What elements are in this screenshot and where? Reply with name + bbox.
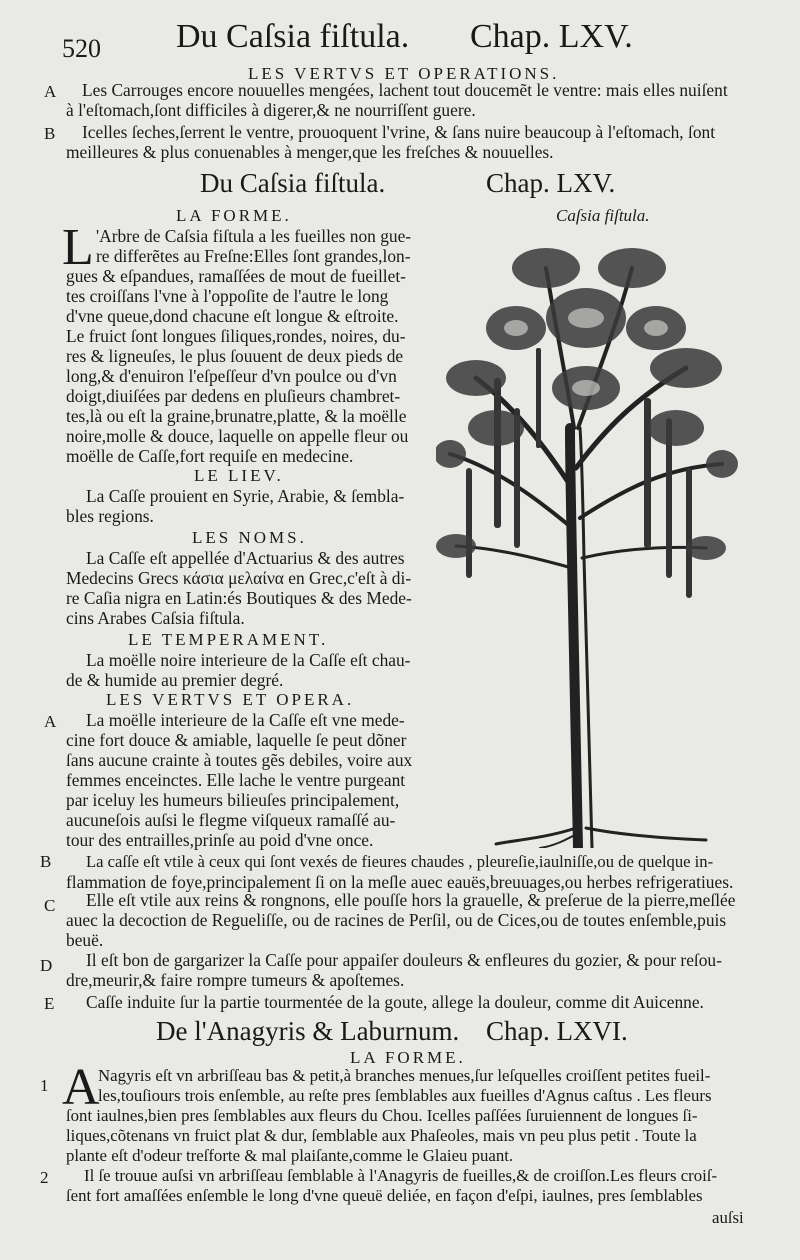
text-line: Les Carrouges encore nouuelles mengées, lachent tout doucemẽt le ventre: mais elles nuiſent [82,80,728,100]
text-line: tes,là ou eſt la graine,brunatre,platte, & la moëlle [66,406,407,426]
text-line: res & ligneuſes, le plus ſouuent de deux pieds de [66,346,404,366]
text-line: La Caſſe prouient en Syrie, Arabie, & ſembla- [86,486,405,506]
text-line: La Caſſe eſt appellée d'Actuarius & des autres [86,548,405,568]
text-line: re differẽtes au Freſne:Elles ſont grandes,lon- [96,246,411,266]
text-line: meilleures & plus conuenables à menger,que les freſches & nouuelles. [66,142,554,162]
drop-cap-l: L [62,219,94,276]
text-line: La caſſe eſt vtile à ceux qui ſont vexés de fieures chaudes , pleureſie,iaulniſſe,ou de quelque in- [86,852,714,871]
text-line: doigt,diuiſées par dedens en pluſieurs chambret- [66,386,401,406]
text-line: cins Arabes Caſsia fiſtula. [66,608,245,628]
section-heading-vertus-2: LES VERTVS ET OPERA. [106,690,355,709]
catchword: auſsi [712,1208,744,1227]
section-heading-forme: LA FORME. [176,206,292,225]
section-heading-lieu: LE LIEV. [194,466,284,485]
text-line: flammation de foye,principalement ſi on la meſle auec eauës,breuuages,ou herbes refrigeratiues. [66,872,734,892]
figure-caption: Caſsia fiſtula. [556,206,650,225]
text-line: beuë. [66,930,104,950]
paragraph-number-1: 1 [40,1076,49,1095]
text-line: Icelles ſeches,ſerrent le ventre, prouoquent l'vrine, & ſans nuire beaucoup à l'eſtomach, ſont [82,122,716,142]
text-line: ſont iaulnes,bien pres ſemblables aux fleurs du Chou. Icelles paſſées ſuruiennent de longues ſi- [66,1106,698,1125]
text-line: noire,molle & douce, laquelle on appelle fleur ou [66,426,409,446]
cassia-tree-illustration [436,228,740,848]
section-heading-forme-2: LA FORME. [350,1048,466,1067]
text-line: de & humide au premier degré. [66,670,284,690]
margin-letter-d: D [40,956,53,975]
text-line: long,& d'enuiron l'eſpeſſeur d'vn poulce ou d'vn [66,366,397,386]
text-line: Il ſe trouue auſsi vn arbriſſeau ſemblable à l'Anagyris de fueilles,& de croiſſon.Les fleurs croiſ- [84,1166,718,1185]
text-line: à l'eſtomach,ſont difficiles à digerer,& ne nourriſſent guere. [66,100,476,120]
text-line: Le fruict ſont longues ſiliques,rondes, noires, du- [66,326,406,346]
text-line: tour des entrailles,prinſe au poid d'vne once. [66,830,374,850]
drop-cap-a: A [62,1059,100,1116]
chapter-number-lxvi: Chap. LXVI. [486,1016,628,1046]
text-line: par iceluy les humeurs bilieuſes principalement, [66,790,400,810]
text-line: ſans aucune crainte à toutes gẽs debiles, voire aux [66,750,413,770]
text-line: Medecins Grecs κάσια μελαίνα en Grec,c'eſt à di- [66,568,412,588]
margin-letter-a: A [44,82,57,101]
text-line: aucuneſois auſsi le flegme viſqueux ramaſſé au- [66,810,396,830]
text-line: Il eſt bon de gargarizer la Caſſe pour appaiſer douleurs & enfleures du gozier, & pour reſou- [86,950,722,970]
margin-letter-a: A [44,712,57,731]
page-number: 520 [62,34,101,63]
running-title: Du Caſsia fiſtula. [176,18,410,55]
section-heading-temperament: LE TEMPERAMENT. [128,630,329,649]
margin-letter-b: B [44,124,56,143]
text-line: femmes enceinctes. Elle lache le ventre purgeant [66,770,406,790]
margin-letter-c: C [44,896,56,915]
text-line: cine fort douce & amiable, laquelle ſe peut dõner [66,730,407,750]
text-line: d'vne queue,dond chacune eſt longue & eſtroite. [66,306,399,326]
text-line: La moëlle noire interieure de la Caſſe eſt chau- [86,650,411,670]
text-line: dre,meurir,& faire rompre tumeurs & apoſtemes. [66,970,405,990]
margin-letter-b: B [40,852,52,871]
text-line: Nagyris eſt vn arbriſſeau bas & petit,à branches menues,ſur leſquelles croiſſent petites fueil- [98,1066,711,1085]
section-heading-vertus-1: LES VERTVS ET OPERATIONS. [248,64,560,83]
text-line: moëlle de Caſſe,fort requiſe en medecine. [66,446,354,466]
text-line: ſent fort amaſſées enſemble le long d'vne queuë deliée, en façon d'eſpi, iaulnes, pres ſemblables [66,1186,703,1205]
text-line: plante eſt d'odeur treſforte & mal plaiſante,comme le Glaieu puant. [66,1146,514,1165]
chapter-title-lxvi: De l'Anagyris & Laburnum. [156,1016,460,1046]
text-line: gues & eſpandues, ramaſſées de mout de fueillet- [66,266,406,286]
text-line: La moëlle interieure de la Caſſe eſt vne mede- [86,710,405,730]
text-line: auec la decoction de Regueliſſe, ou de racines de Perſil, ou de Cices,ou de toutes enſemble,puis [66,910,727,930]
text-line: re Caſia nigra en Latin:és Boutiques & des Mede- [66,588,412,608]
chapter-number-lxv: Chap. LXV. [486,168,616,198]
text-line: bles regions. [66,506,154,526]
text-line: Caſſe induite ſur la partie tourmentée de la goute, allege la douleur, comme dit Auicenne. [86,992,704,1012]
margin-letter-e: E [44,994,55,1013]
section-heading-noms: LES NOMS. [192,528,307,547]
running-chapter: Chap. LXV. [470,18,633,55]
text-line: liques,cõtenans vn fruict plat & dur, ſemblable aux Phaſeoles, mais vn peu plus petit . Toute la [66,1126,697,1145]
text-line: les,touſiours trois enſemble, au reſte pres ſemblables aux fueilles d'Agnus caſtus . Les fleurs [98,1086,712,1105]
text-line: tes croiſſans l'vne à l'oppoſite de l'autre le long [66,286,389,306]
text-line: 'Arbre de Caſsia fiſtula a les fueilles non gue- [96,226,412,246]
chapter-title-lxv: Du Caſsia fiſtula. [200,168,386,198]
paragraph-number-2: 2 [40,1168,49,1187]
text-line: Elle eſt vtile aux reins & rongnons, elle pouſſe hors la grauelle, & preſerue de la pierre,meſlée [86,890,736,910]
